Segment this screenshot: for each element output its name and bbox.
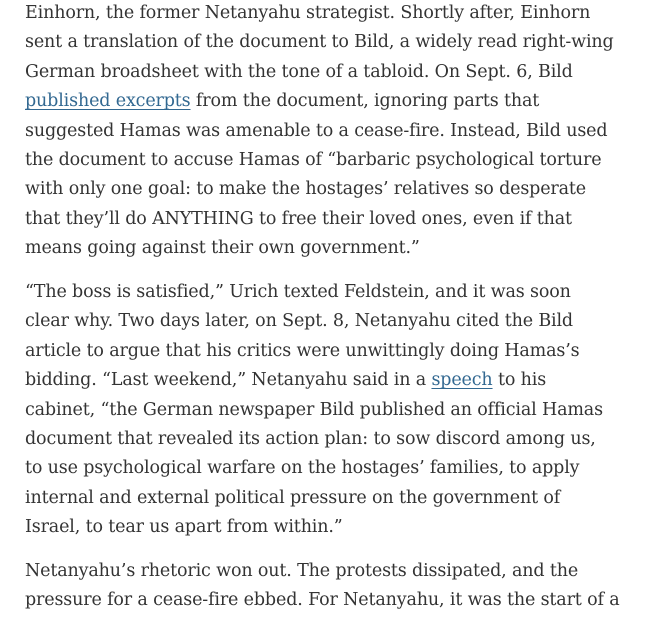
text-line: German broadsheet with the tone of a tabloid. On Sept. 6, Bild (25, 61, 573, 82)
text-line: means going against their own government.” (25, 238, 420, 259)
text-line: pressure for a cease-fire ebbed. For Netanyahu, it was the start of a (25, 590, 620, 611)
text-line: with only one goal: to make the hostages’ relatives so desperate (25, 179, 587, 200)
text-fragment: to his (492, 370, 547, 391)
text-line: internal and external political pressure on the government of (25, 487, 561, 508)
text-line: Einhorn, the former Netanyahu strategist. Shortly after, Einhorn (25, 3, 591, 23)
text-line (25, 87, 614, 116)
text-fragment: from the document, ignoring parts that (190, 91, 540, 112)
text-line: that they’ll do ANYTHING to free their loved ones, even if that (25, 208, 572, 229)
text-line: “The boss is satisfied,” Urich texted Feldstein, and it was soon (25, 282, 571, 302)
text-line: to use psychological warfare on the hostages’ families, to apply (25, 458, 580, 479)
text-line: sent a translation of the document to Bild, a widely read right-wing (25, 32, 614, 53)
text-line: article to argue that his critics were unwittingly doing Hamas’s (25, 340, 580, 361)
text-line: Netanyahu’s rhetoric won out. The protests dissipated, and the (25, 561, 579, 581)
text-line: document that revealed its action plan: to sow discord among us, (25, 429, 596, 450)
text-line: clear why. Two days later, on Sept. 8, Netanyahu cited the Bild (25, 311, 573, 332)
published-excerpts-link[interactable]: published excerpts (25, 91, 191, 112)
text-line: cabinet, “the German newspaper Bild published an official Hamas (25, 399, 603, 420)
text-line: suggested Hamas was amenable to a cease-fire. Instead, Bild used (25, 120, 608, 141)
text-fragment: bidding. “Last weekend,” Netanyahu said in a (25, 370, 432, 391)
article-paragraph (25, 557, 620, 616)
text-line (25, 366, 603, 395)
text-line: Israel, to tear us apart from within.” (25, 517, 343, 538)
article-paragraph (25, 278, 603, 543)
text-line: the document to accuse Hamas of “barbaric psychological torture (25, 150, 602, 171)
article-paragraph (25, 0, 614, 264)
speech-link[interactable]: speech (431, 370, 493, 391)
